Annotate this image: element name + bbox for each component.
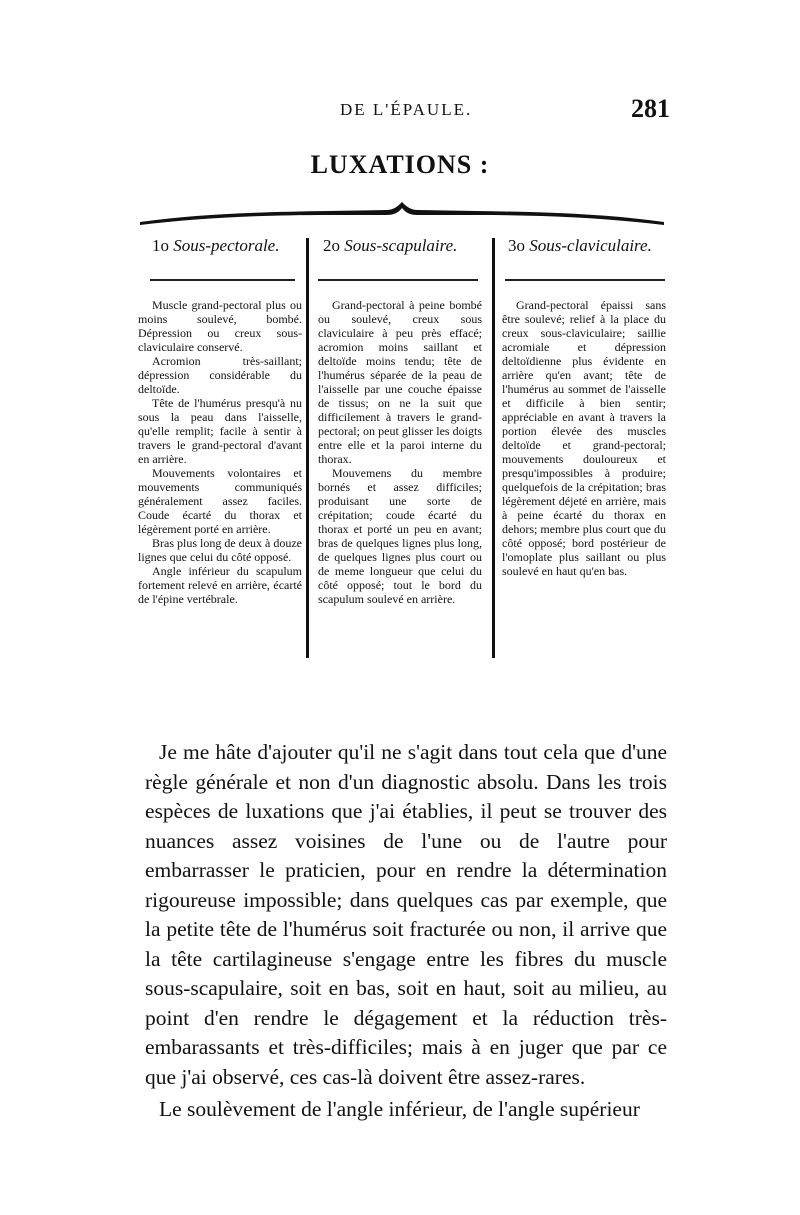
section-title: LUXATIONS : (310, 150, 490, 179)
column-paragraph: Tête de l'humérus presqu'à nu sous la peau dans l'aisselle, qu'elle remplit; facile à sentir à travers le grand-pectoral d'avant en arrière. (138, 396, 302, 466)
column-paragraph: Mouvemens du membre bornés et assez difficiles; produisant une sorte de crépitation; coude écarté du thorax et porté un peu en avant; bras de quelques lignes plus long, de quelques lignes plus court ou de meme longueur que celui du côté opposé; tout le bord du scapulum soulevé en arrière. (318, 466, 482, 606)
column-underline (318, 279, 478, 281)
running-head (140, 94, 670, 130)
running-title: DE L'ÉPAULE. (340, 100, 473, 119)
column-paragraph: Angle inférieur du scapulum fortement relevé en arrière, écarté de l'épine vertébrale. (138, 564, 302, 606)
column-heading-sous-pectorale: 1o Sous-pectorale. (152, 236, 280, 255)
column-heading-sous-scapulaire: 2o Sous-scapulaire. (323, 236, 458, 255)
body-paragraph: Je me hâte d'ajouter qu'il ne s'agit dans tout cela que d'une règle générale et non d'un diagnostic absolu. Dans les trois espèces de luxations que j'ai établies, il peut se trouver des nuances assez voisines de l'une ou de l'autre pour embarrasser le praticien, pour en rendre la détermination rigoureuse impossible; dans quelques cas par exemple, que la petite tête de l'humérus soit fracturée ou non, il arrive que la tête cartilagineuse s'engage entre les fibres du muscle sous-scapulaire, soit en bas, soit en haut, soit au milieu, au point d'en rendre le dégagement et la réduction très-embarassants et très-difficiles; mais à en juger que par ce que j'ai observé, ces cas-là doivent être assez-rares. (145, 740, 667, 1089)
column-sous-claviculaire (502, 298, 666, 578)
body-text (145, 738, 667, 1125)
column-paragraph: Bras plus long de deux à douze lignes que celui du côté opposé. (138, 536, 302, 564)
column-paragraph: Acromion très-saillant; dépression considérable du deltoïde. (138, 354, 302, 396)
column-paragraph: Grand-pectoral épaissi sans être soulevé; relief à la place du creux sous-claviculaire; saillie acromiale et dépression deltoïdienne plus évidente en arrière qu'en avant; tête de l'humérus au sommet de l'aisselle et difficile à bien sentir; appréciable en avant à travers la portion élevée des muscles deltoïde et grand-pectoral; mouvements douloureux et presqu'impossibles à produire; quelquefois de la crépitation; bras légèrement déjeté en arrière, mais à peine écarté du thorax en dehors; membre plus court que du côté opposé; bord postérieur de l'omoplate plus saillant ou plus soulevé en haut qu'en bas. (502, 298, 666, 578)
column-divider (306, 238, 309, 658)
curly-brace-ornament (138, 200, 666, 230)
column-paragraph: Mouvements volontaires et mouvements communiqués généralement assez faciles. Coude écarté du thorax et légèrement porté en arrière. (138, 466, 302, 536)
column-paragraph: Grand-pectoral à peine bombé ou soulevé, creux sous claviculaire à peu près effacé; acromion moins saillant et deltoïde moins tendu; tête de l'humérus séparée de la peau de l'aisselle par une couche épaisse de tissus; on ne la suit que difficilement à travers le grand-pectoral; on peut glisser les doigts entre elle et la paroi interne du thorax. (318, 298, 482, 466)
column-sous-pectorale (138, 298, 302, 606)
column-underline (505, 279, 665, 281)
column-paragraph: Muscle grand-pectoral plus ou moins soulevé, bombé. Dépression ou creux sous-claviculaire conservé. (138, 298, 302, 354)
column-heading-sous-claviculaire: 3o Sous-claviculaire. (508, 236, 652, 255)
body-paragraph: Le soulèvement de l'angle inférieur, de l'angle supérieur (159, 1097, 640, 1121)
column-underline (150, 279, 295, 281)
column-divider (492, 238, 495, 658)
page-number: 281 (631, 94, 670, 123)
column-sous-scapulaire (318, 298, 482, 606)
